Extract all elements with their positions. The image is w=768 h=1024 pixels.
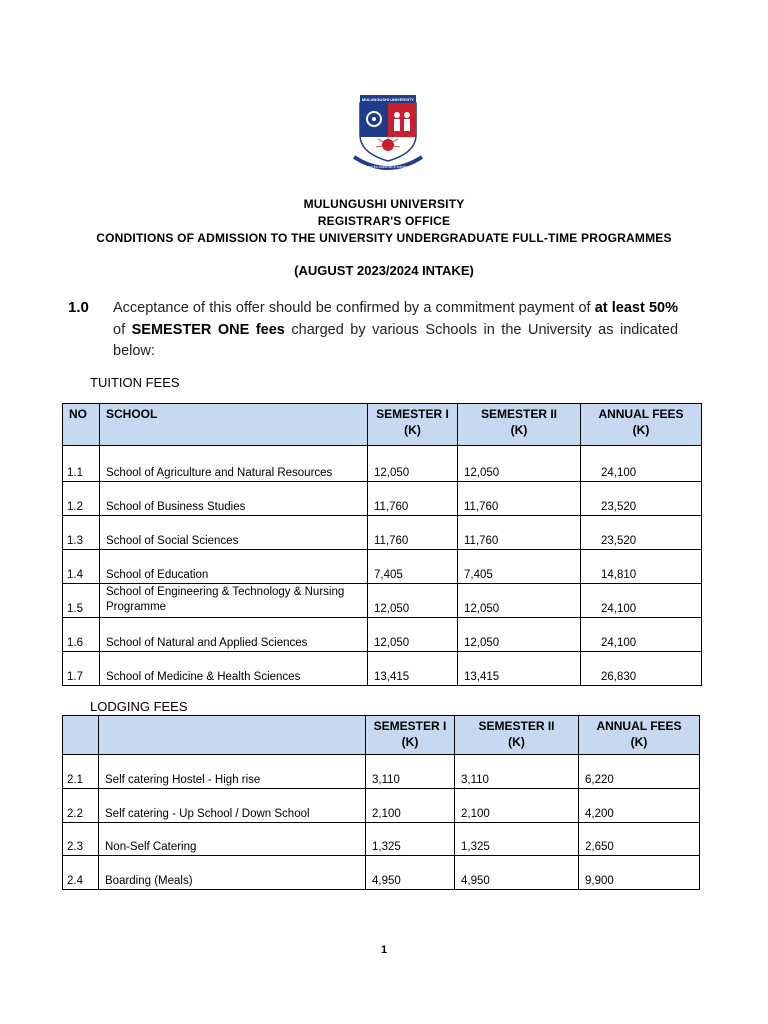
row-sem2: 11,760 [458, 482, 581, 516]
document-title: CONDITIONS OF ADMISSION TO THE UNIVERSITY UNDERGRADUATE FULL-TIME PROGRAMMES [96, 231, 672, 245]
row-item: Non-Self Catering [99, 823, 366, 856]
row-annual: 23,520 [581, 482, 702, 516]
svg-text:Bridging the Academic & Indust: Bridging the Academic & Industry Gap [361, 165, 415, 169]
row-sem2: 3,110 [455, 755, 579, 789]
row-no: 2.2 [63, 789, 99, 823]
intake-label: (AUGUST 2023/2024 INTAKE) [294, 263, 474, 278]
row-sem1: 13,415 [368, 652, 458, 686]
col-school-header: SCHOOL [100, 404, 368, 446]
row-no: 2.4 [63, 856, 99, 890]
row-annual: 6,220 [579, 755, 700, 789]
table-row [63, 482, 702, 516]
row-sem2: 12,050 [458, 584, 581, 618]
col-sem2-header: SEMESTER II (K) [458, 404, 581, 446]
row-sem1: 11,760 [368, 516, 458, 550]
table-row [63, 856, 700, 890]
row-no: 1.4 [63, 550, 100, 584]
row-sem1: 11,760 [368, 482, 458, 516]
table-header-row [63, 716, 700, 755]
section-paragraph: Acceptance of this offer should be confirmed by a commitment payment of at least 50% of SEMESTER ONE fees charged by various Schools in the University as indicated below: [113, 300, 679, 359]
col-sem2-header: SEMESTER II (K) [455, 716, 579, 755]
row-annual: 2,650 [579, 823, 700, 856]
row-item: Self catering - Up School / Down School [99, 789, 366, 823]
section-number: 1.0 [68, 299, 89, 316]
row-sem2: 12,050 [458, 618, 581, 652]
row-annual: 26,830 [581, 652, 702, 686]
row-sem2: 1,325 [455, 823, 579, 856]
row-annual: 24,100 [581, 584, 702, 618]
row-sem1: 3,110 [366, 755, 455, 789]
row-school: School of Agriculture and Natural Resources [100, 446, 368, 482]
row-no: 1.7 [63, 652, 100, 686]
table-row [63, 550, 702, 584]
row-sem2: 7,405 [458, 550, 581, 584]
row-sem1: 12,050 [368, 618, 458, 652]
col-no-header [63, 716, 99, 755]
row-school: School of Education [100, 550, 368, 584]
row-school: School of Social Sciences [100, 516, 368, 550]
row-sem1: 4,950 [366, 856, 455, 890]
row-sem1: 1,325 [366, 823, 455, 856]
row-annual: 24,100 [581, 618, 702, 652]
university-name: MULUNGUSHI UNIVERSITY [303, 197, 465, 211]
row-sem1: 12,050 [368, 584, 458, 618]
row-school: School of Natural and Applied Sciences [100, 618, 368, 652]
svg-text:MULUNGUSHI UNIVERSITY: MULUNGUSHI UNIVERSITY [361, 97, 415, 102]
row-annual: 14,810 [581, 550, 702, 584]
row-no: 1.6 [63, 618, 100, 652]
row-sem2: 13,415 [458, 652, 581, 686]
table-row [63, 789, 700, 823]
table-row [63, 446, 702, 482]
col-sem1-header: SEMESTER I (K) [368, 404, 458, 446]
table-row [63, 584, 702, 618]
table-row [63, 618, 702, 652]
col-no-header: NO [63, 404, 100, 446]
university-crest-logo [350, 95, 426, 177]
row-no: 1.2 [63, 482, 100, 516]
row-sem1: 7,405 [368, 550, 458, 584]
row-no: 1.5 [63, 584, 100, 618]
row-annual: 9,900 [579, 856, 700, 890]
row-no: 1.3 [63, 516, 100, 550]
row-school: School of Engineering & Technology & Nursing Programme [100, 584, 368, 618]
row-sem1: 2,100 [366, 789, 455, 823]
row-school: School of Business Studies [100, 482, 368, 516]
table-row [63, 516, 702, 550]
row-no: 2.1 [63, 755, 99, 789]
row-annual: 24,100 [581, 446, 702, 482]
tuition-fees-table [62, 403, 702, 686]
row-sem2: 2,100 [455, 789, 579, 823]
col-annual-header: ANNUAL FEES (K) [579, 716, 700, 755]
row-item: Boarding (Meals) [99, 856, 366, 890]
office-name: REGISTRAR'S OFFICE [317, 214, 451, 228]
row-sem2: 4,950 [455, 856, 579, 890]
row-no: 1.1 [63, 446, 100, 482]
table-row [63, 755, 700, 789]
row-annual: 4,200 [579, 789, 700, 823]
row-no: 2.3 [63, 823, 99, 856]
row-sem2: 12,050 [458, 446, 581, 482]
page-number: 1 [380, 944, 388, 956]
row-annual: 23,520 [581, 516, 702, 550]
row-school: School of Medicine & Health Sciences [100, 652, 368, 686]
row-sem2: 11,760 [458, 516, 581, 550]
row-sem1: 12,050 [368, 446, 458, 482]
col-sem1-header: SEMESTER I (K) [366, 716, 455, 755]
col-annual-header: ANNUAL FEES (K) [581, 404, 702, 446]
table-header-row [63, 404, 702, 446]
lodging-fees-table [62, 715, 700, 890]
tuition-fees-title: TUITION FEES [90, 375, 180, 390]
col-item-header [99, 716, 366, 755]
lodging-fees-title: LODGING FEES [90, 699, 188, 714]
row-item: Self catering Hostel - High rise [99, 755, 366, 789]
table-row [63, 823, 700, 856]
table-row [63, 652, 702, 686]
